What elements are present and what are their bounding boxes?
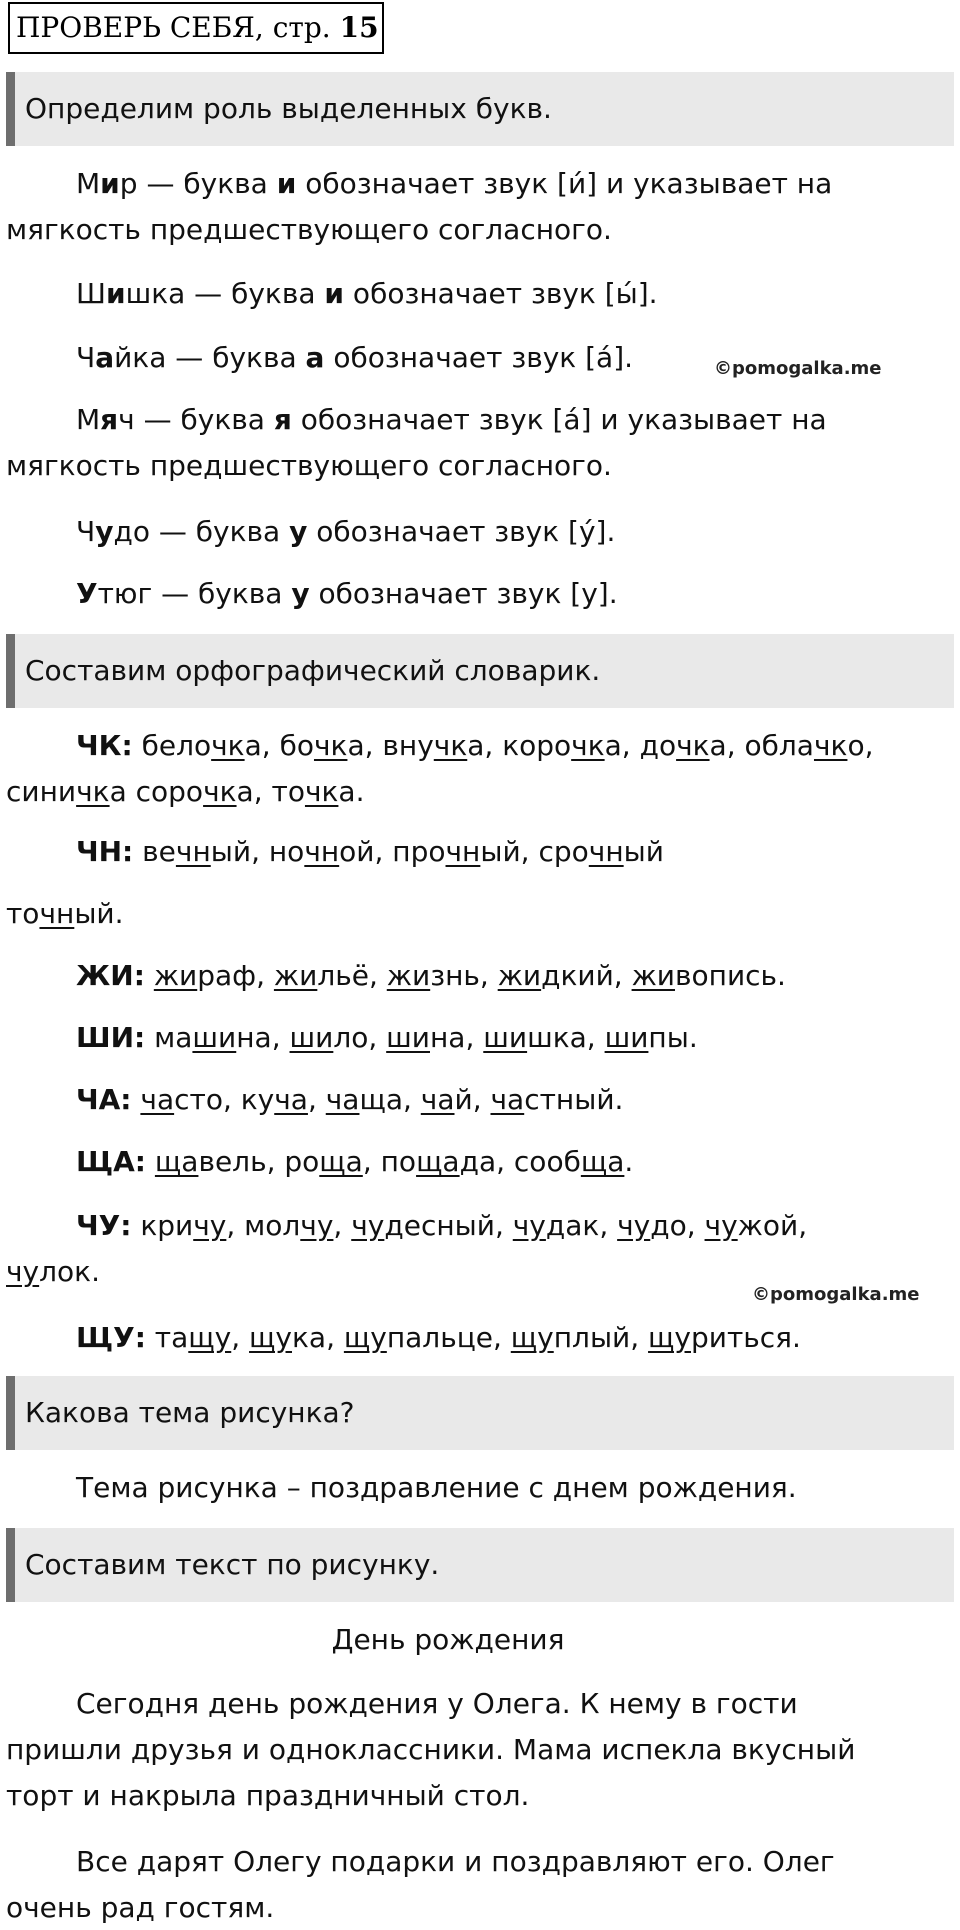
text-line-myach: Мяч — буква я обозначает звук [а́] и указывает на	[76, 403, 827, 436]
dict-line-shchu: ЩУ: тащу, щука, щупальце, щуплый, щуриться.	[76, 1321, 801, 1354]
text-line-chayka: Чайка — буква а обозначает звук [а́].	[76, 341, 634, 374]
story-line: Сегодня день рождения у Олега. К нему в гости	[76, 1687, 798, 1720]
dict-line-chk-cont: синичка сорочка, точка.	[6, 775, 365, 808]
story-line: пришли друзья и одноклассники. Мама испекла вкусный	[6, 1733, 856, 1766]
text-line-utyug: Утюг — буква у обозначает звук [у].	[76, 577, 618, 610]
theme-answer: Тема рисунка – поздравление с днем рождения.	[76, 1471, 797, 1504]
text-line-chudo: Чудо — буква у обозначает звук [у́].	[76, 515, 616, 548]
story-line: очень рад гостям.	[6, 1891, 275, 1924]
text-line-mir: Мир — буква и обозначает звук [и́] и указывает на	[76, 167, 833, 200]
text-line-myach-cont: мягкость предшествующего согласного.	[6, 449, 612, 482]
dict-line-chu: ЧУ: кричу, молчу, чудесный, чудак, чудо, чужой,	[76, 1209, 808, 1242]
text-line-shishka: Шишка — буква и обозначает звук [ы́].	[76, 277, 658, 310]
section-header-dictionary: Составим орфографический словарик.	[6, 634, 954, 708]
story-title: День рождения	[331, 1623, 565, 1656]
dict-line-chu-cont: чулок.	[6, 1255, 100, 1288]
dict-line-zhi: ЖИ: жираф, жильё, жизнь, жидкий, живопись.	[76, 959, 786, 992]
text-line-mir-cont: мягкость предшествующего согласного.	[6, 213, 612, 246]
dict-line-cha: ЧА: часто, куча, чаща, чай, частный.	[76, 1083, 624, 1116]
watermark: ©pomogalka.me	[714, 358, 882, 379]
page-number: 15	[339, 11, 379, 44]
dict-line-chn-cont: точный.	[6, 897, 124, 930]
story-line: торт и накрыла праздничный стол.	[6, 1779, 530, 1812]
page-title	[8, 2, 384, 54]
section-header-theme: Какова тема рисунка?	[6, 1376, 954, 1450]
dict-line-chk: ЧК: белочка, бочка, внучка, корочка, дочка, облачко,	[76, 729, 874, 762]
story-line: Все дарят Олегу подарки и поздравляют его. Олег	[76, 1845, 835, 1878]
dict-line-shcha: ЩА: щавель, роща, пощада, сообща.	[76, 1145, 634, 1178]
dict-line-chn: ЧН: вечный, ночной, прочный, срочный	[76, 835, 664, 868]
section-header-story: Составим текст по рисунку.	[6, 1528, 954, 1602]
watermark: ©pomogalka.me	[752, 1284, 920, 1305]
section-header-letters: Определим роль выделенных букв.	[6, 72, 954, 146]
page-title-text: ПРОВЕРЬ СЕБЯ, стр.	[16, 11, 340, 44]
dict-line-shi: ШИ: машина, шило, шина, шишка, шипы.	[76, 1021, 698, 1054]
